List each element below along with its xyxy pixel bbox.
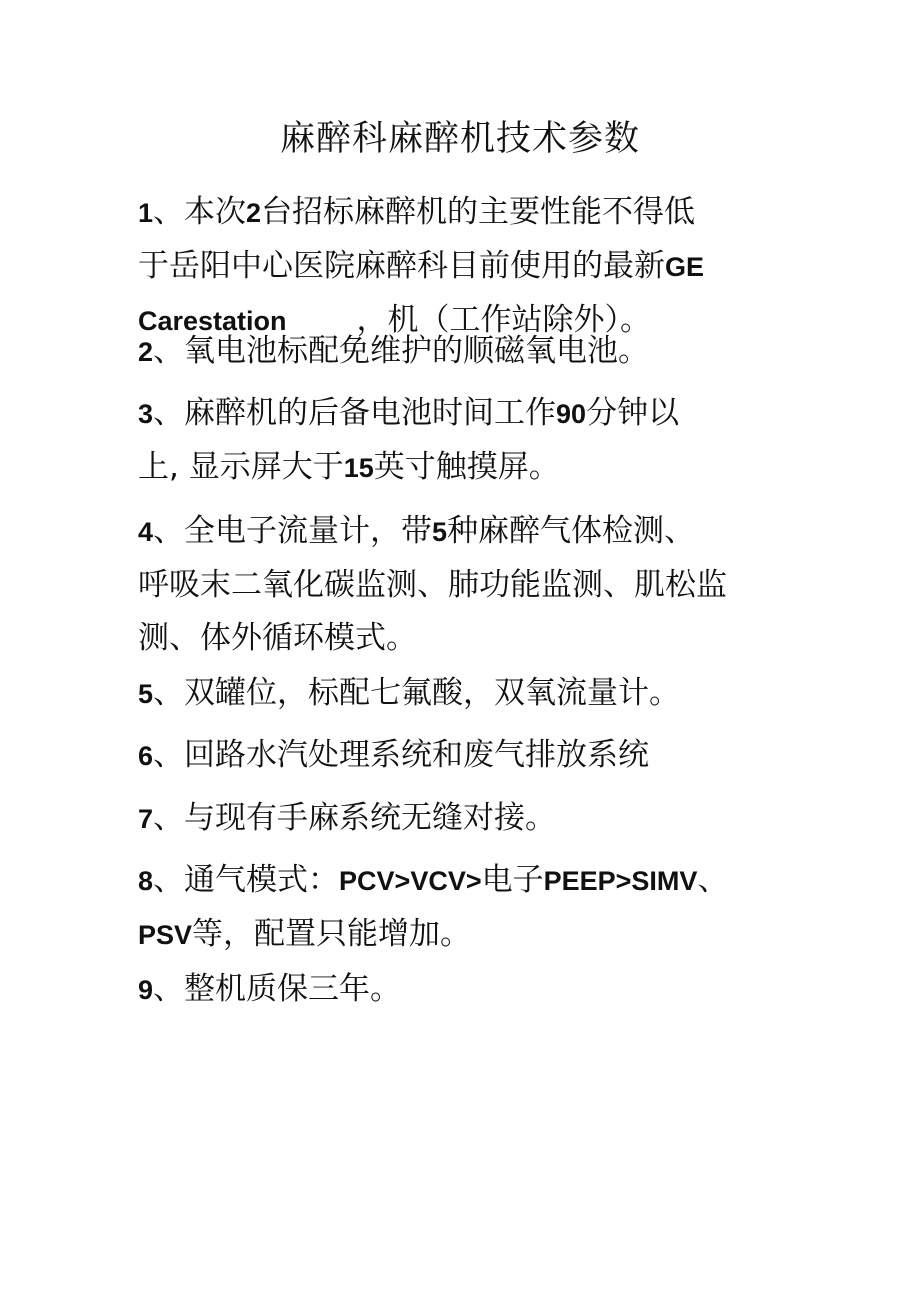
- item-text: 等，配置只能增加。: [192, 916, 472, 952]
- item-bold-text: PCV>VCV>: [339, 866, 482, 896]
- item-bold-text: 5: [432, 517, 448, 547]
- list-item-2: [138, 325, 798, 379]
- item-number: 3: [138, 399, 154, 429]
- item-bold-text: GE: [665, 252, 705, 282]
- item-text: 、全电子流量计，带: [153, 513, 433, 549]
- item-text: 、回路水汽处理系统和废气排放系统: [153, 737, 650, 773]
- item-3-line-1: [138, 387, 798, 441]
- list-item-3: [138, 387, 798, 495]
- item-bold-text: PEEP>SIMV: [543, 866, 698, 896]
- item-number: 9: [138, 975, 154, 1005]
- item-7-line-1: [138, 792, 798, 846]
- item-text: 英寸触摸屏。: [373, 449, 560, 485]
- list-item-1: [138, 186, 798, 348]
- item-8-line-2: [138, 908, 798, 962]
- item-1-line-2: [138, 240, 798, 294]
- item-text: 、本次: [153, 194, 247, 230]
- item-text: 分钟以: [586, 395, 680, 431]
- item-text: 测、体外循环模式。: [138, 620, 417, 656]
- item-text: 种麻醉气体检测、: [447, 513, 696, 549]
- item-9-line-1: [138, 963, 798, 1017]
- item-text: 、与现有手麻系统无缝对接。: [153, 800, 557, 836]
- item-bold-text: 90: [556, 399, 587, 429]
- item-1-line-1: [138, 186, 798, 240]
- item-text: 、通气模式：: [153, 862, 340, 898]
- item-text: 、氧电池标配免维护的顺磁氧电池。: [153, 333, 650, 369]
- item-4-line-2: [138, 559, 798, 612]
- item-number: 5: [138, 679, 154, 709]
- item-2-line-1: [138, 325, 798, 379]
- item-number: 4: [138, 517, 154, 547]
- item-bold-text: 2: [246, 198, 262, 228]
- list-item-8: [138, 854, 798, 962]
- document-title: 麻醉科麻醉机技术参数: [279, 119, 640, 159]
- item-4-line-3: [138, 612, 798, 665]
- item-6-line-1: [138, 729, 798, 783]
- item-3-line-2: [138, 441, 798, 495]
- item-text: 、双罐位，标配七氟酸，双氧流量计。: [153, 675, 681, 711]
- item-text: ，机（工作站除外）。: [356, 302, 652, 338]
- item-bold-text: PSV: [138, 920, 193, 950]
- item-text: 台招标麻醉机的主要性能不得低: [261, 194, 696, 230]
- list-item-9: [138, 963, 798, 1017]
- item-number: 2: [138, 337, 154, 367]
- item-text: 于岳阳中心医院麻醉科目前使用的最新: [138, 248, 665, 284]
- item-4-line-1: [138, 505, 798, 559]
- item-number: 7: [138, 804, 154, 834]
- item-number: 6: [138, 741, 154, 771]
- item-8-line-1: [138, 854, 798, 908]
- item-bold-text: Carestation: [138, 306, 287, 336]
- item-number: 1: [138, 198, 154, 228]
- list-item-4: [138, 505, 798, 665]
- item-text: 电子: [481, 862, 544, 898]
- list-item-6: [138, 729, 798, 783]
- item-text: 、整机质保三年。: [153, 971, 402, 1007]
- list-item-7: [138, 792, 798, 846]
- item-bold-text: 15: [343, 453, 374, 483]
- item-number: 8: [138, 866, 154, 896]
- item-text: 呼吸末二氧化碳监测、肺功能监测、肌松监: [138, 567, 727, 603]
- item-text: 、: [697, 862, 729, 898]
- item-text: 、麻醉机的后备电池时间工作: [153, 395, 557, 431]
- list-item-5: [138, 667, 798, 721]
- item-text: 上, 显示屏大于: [138, 449, 344, 485]
- item-5-line-1: [138, 667, 798, 721]
